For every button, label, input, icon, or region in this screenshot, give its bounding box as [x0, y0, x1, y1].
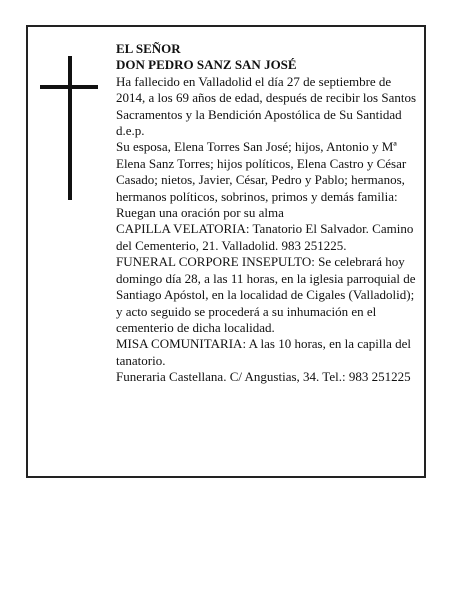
deceased-name: DON PEDRO SANZ SAN JOSÉ [116, 57, 297, 73]
mass-details: MISA COMUNITARIA: A las 10 horas, en la capilla del tanatorio. [116, 336, 412, 368]
death-announcement: Ha fallecido en Valladolid el día 27 de septiembre de 2014, a los 69 años de edad, después de recibir los Santos Sacramentos y la Bendición Apostólica de Su Santidad [116, 73, 417, 122]
chapel-details: CAPILLA VELATORIA: Tanatorio El Salvador. Camino del Cementerio, 21. Valladolid. 983 251225. [116, 221, 414, 253]
cross-vertical-bar [68, 56, 72, 200]
cross-icon [40, 56, 98, 200]
prayer-request: Ruegan una oración por su alma [116, 205, 284, 221]
funeral-details: FUNERAL CORPORE INSEPULTO: Se celebrará hoy domingo día 28, a las 11 horas, en la iglesia parroquial de Santiago Apóstol, en la localidad de Cigales (Valladolid); y acto seguido se procederá a su inhumación en el cementerio de dicha localidad. [116, 254, 416, 335]
obituary-notice [26, 25, 426, 478]
cross-horizontal-bar [40, 85, 98, 89]
rest-in-peace: d.e.p. [116, 123, 145, 139]
notice-text [116, 41, 422, 386]
funeral-home-details: Funeraria Castellana. C/ Angustias, 34. Tel.: 983 251225 [116, 369, 411, 385]
family-members: Su esposa, Elena Torres San José; hijos, Antonio y Mª Elena Sanz Torres; hijos políticos, Elena Castro y César Casado; nietos, Javier, César, Pedro y Pablo; hermanos, hermanos políticos, sobrinos, primos y demás familia: [116, 139, 407, 204]
notice-title: EL SEÑOR [116, 41, 181, 56]
